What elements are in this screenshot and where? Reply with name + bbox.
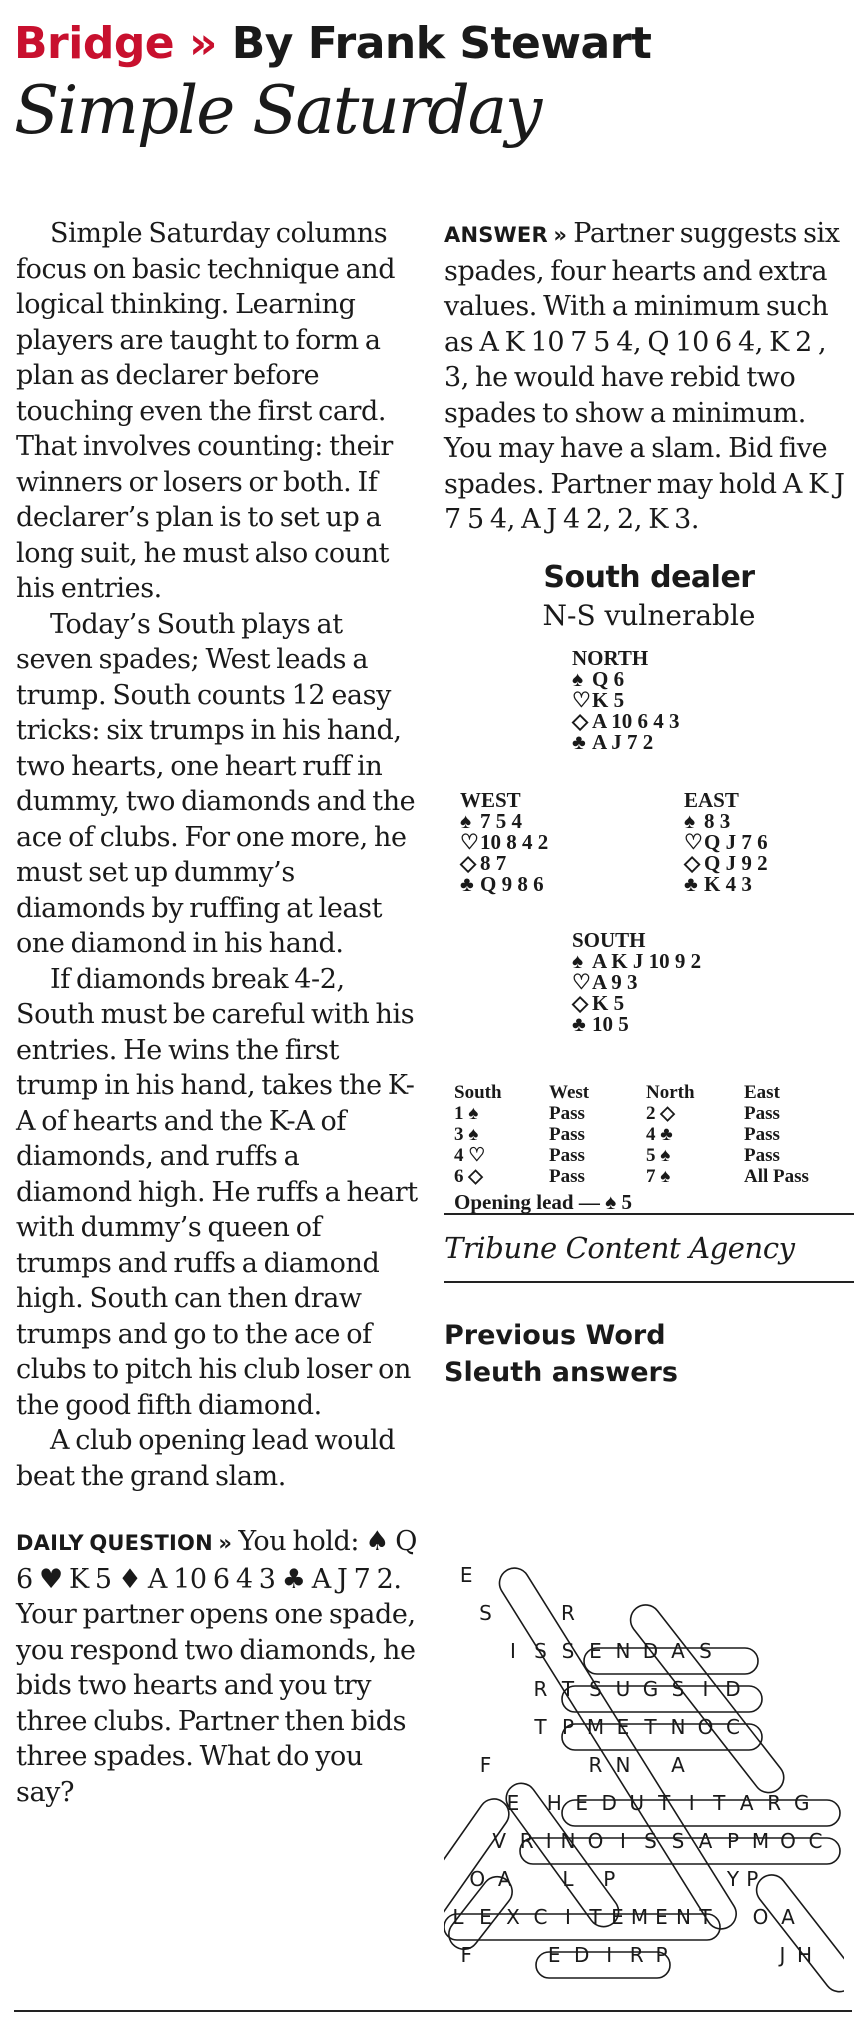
bid-header-east: East — [744, 1081, 780, 1103]
puzzle-letter: I — [565, 1905, 571, 1929]
puzzle-letter: O — [697, 1715, 714, 1739]
hand-west-name: WEST — [460, 787, 521, 812]
puzzle-letter: M — [751, 1829, 770, 1853]
word-sleuth-svg — [444, 1560, 844, 2000]
puzzle-letter: D — [574, 1943, 590, 1967]
diamond-icon: ◇ — [460, 850, 477, 875]
puzzle-letter: X — [506, 1905, 520, 1929]
puzzle-letter: I — [688, 1791, 695, 1815]
paragraph-2: Today’s South plays at seven spades; West leads a trump. South counts 12 easy tricks: six trumps in his hand, two hearts, one heart ruff in dummy, two diamonds and the ace of clubs. For one more, he must set up dummy’s diamonds by ruffing at least one diamond in his hand. — [16, 608, 416, 959]
north-clubs: A J 7 2 — [592, 729, 654, 754]
puzzle-letter: P — [603, 1867, 616, 1891]
north-hearts: K 5 — [592, 687, 625, 712]
east-clubs: K 4 3 — [704, 871, 752, 896]
kicker-separator: » — [188, 18, 217, 69]
puzzle-letter: N — [670, 1715, 686, 1739]
puzzle-letter: L — [562, 1867, 574, 1891]
opening-lead: Opening lead — ♠ 5 — [454, 1189, 633, 1214]
club-icon: ♣ — [572, 1011, 586, 1036]
hand-south — [572, 927, 702, 1036]
puzzle-letter: U — [629, 1791, 645, 1815]
puzzle-letter: T — [699, 1905, 712, 1929]
east-hearts: Q J 7 6 — [704, 829, 768, 854]
puzzle-letter: E — [655, 1905, 668, 1929]
answer-loop — [751, 1869, 844, 1998]
puzzle-letter: C — [533, 1905, 548, 1929]
east-spades: 8 3 — [704, 808, 731, 833]
club-icon: ♣ — [684, 871, 698, 896]
puzzle-letter: A — [698, 1829, 713, 1853]
puzzle-letter: E — [506, 1791, 520, 1815]
puzzle-letter: F — [479, 1753, 492, 1777]
puzzle-letter: A — [781, 1905, 795, 1929]
diamond-icon: ◇ — [684, 850, 701, 875]
puzzle-letter: E — [547, 1943, 561, 1967]
puzzle-letter: O — [780, 1829, 796, 1853]
bid-cell: 1 ♠ — [454, 1102, 479, 1124]
bid-cell: All Pass — [744, 1165, 809, 1187]
bid-header-north: North — [646, 1081, 695, 1103]
puzzle-letter: R — [519, 1829, 534, 1853]
puzzle-letter: A — [739, 1791, 754, 1815]
paragraph-3: If diamonds break 4-2, South must be careful with his entries. He wins the first trump in his hand, takes the K-A of hearts and the K-A of diamonds, and ruffs a diamond high. He ruffs a heart with dummy’s queen of trumps and ruffs a diamond high. South can then draw trumps and go to the ace of clubs to pitch his club loser on the good fifth diamond. — [16, 963, 418, 1421]
diamond-icon: ◇ — [572, 990, 589, 1015]
puzzle-letter: N — [615, 1753, 631, 1777]
puzzle-letter: R — [629, 1943, 644, 1967]
heart-icon: ♡ — [572, 687, 591, 712]
puzzle-letter: T — [534, 1715, 547, 1739]
previous-puzzle-title-line2: Sleuth answers — [444, 1356, 678, 1388]
puzzle-letter: E — [611, 1905, 624, 1929]
club-icon: ♣ — [460, 871, 474, 896]
puzzle-letter: I — [620, 1829, 626, 1853]
puzzle-letter: S — [589, 1677, 602, 1701]
bid-cell: 4 ♣ — [646, 1123, 673, 1145]
puzzle-letter: R — [533, 1677, 548, 1701]
heart-icon: ♡ — [684, 829, 703, 854]
puzzle-letter: M — [630, 1905, 649, 1929]
puzzle-letter: T — [658, 1791, 671, 1815]
puzzle-letter: N — [560, 1829, 576, 1853]
puzzle-letter: T — [644, 1715, 657, 1739]
bid-cell: 6 ◇ — [454, 1165, 483, 1187]
right-column — [444, 216, 854, 1391]
paragraph-4: A club opening lead would beat the grand slam. — [16, 1425, 396, 1492]
puzzle-letter: D — [601, 1791, 617, 1815]
bid-cell: Pass — [549, 1144, 585, 1166]
bid-cell: Pass — [549, 1165, 585, 1187]
puzzle-letter: V — [492, 1829, 507, 1853]
bid-cell: 2 ◇ — [646, 1102, 675, 1124]
left-column — [16, 216, 420, 1810]
answer-label: ANSWER » — [444, 223, 568, 247]
paragraph-1: Simple Saturday columns focus on basic technique and logical thinking. Learning players are taught to form a plan as declarer before touching even the first card. That involves counting: their winners or losers or both. If declarer’s plan is to set up a long suit, he must also count his entries. — [16, 218, 396, 604]
bid-header-south: South — [454, 1081, 502, 1103]
hand-north — [572, 645, 680, 754]
bid-cell: Pass — [549, 1102, 585, 1124]
puzzle-letter: N — [676, 1905, 691, 1929]
east-diamonds: Q J 9 2 — [704, 850, 768, 875]
puzzle-letter: H — [796, 1943, 813, 1967]
bid-cell: Pass — [744, 1102, 780, 1124]
puzzle-letter: L — [452, 1905, 464, 1929]
puzzle-letter: H — [546, 1791, 562, 1815]
bid-cell: Pass — [744, 1123, 780, 1145]
puzzle-letter: D — [725, 1677, 741, 1701]
heart-icon: ♡ — [460, 829, 479, 854]
puzzle-letter: T — [589, 1905, 602, 1929]
puzzle-letter: M — [586, 1715, 605, 1739]
deal-diagram — [444, 645, 854, 1214]
puzzle-letter: E — [589, 1639, 602, 1663]
bottom-divider — [14, 2010, 852, 2012]
puzzle-letters — [452, 1563, 822, 1967]
puzzle-letter: J — [779, 1943, 786, 1967]
bid-cell: 3 ♠ — [454, 1123, 479, 1145]
south-spades: A K J 10 9 2 — [592, 948, 702, 973]
previous-puzzle-title-line1: Previous Word — [444, 1319, 666, 1351]
club-icon: ♣ — [572, 729, 586, 754]
previous-puzzle-title — [444, 1317, 854, 1391]
spade-icon: ♠ — [460, 808, 472, 833]
puzzle-letter: U — [615, 1677, 631, 1701]
daily-question-label: DAILY QUESTION » — [16, 1531, 233, 1555]
west-clubs: Q 9 8 6 — [480, 871, 544, 896]
puzzle-letter: R — [767, 1791, 782, 1815]
puzzle-letter: S — [671, 1829, 685, 1853]
puzzle-letter: P — [726, 1829, 740, 1853]
puzzle-letter: T — [561, 1677, 575, 1701]
answer — [444, 216, 854, 538]
puzzle-letter: A — [497, 1867, 512, 1891]
dealer-title: South dealer — [543, 559, 755, 595]
puzzle-letter: Y — [726, 1867, 740, 1891]
diamond-icon: ◇ — [572, 708, 589, 733]
puzzle-letter: T — [713, 1791, 726, 1815]
bid-header-west: West — [549, 1081, 590, 1103]
puzzle-letter: F — [460, 1943, 473, 1967]
spade-icon: ♠ — [572, 666, 584, 691]
hand-west — [460, 787, 549, 896]
puzzle-letter: P — [561, 1715, 575, 1739]
puzzle-letter: C — [726, 1715, 740, 1739]
bidding-table — [454, 1082, 854, 1187]
north-spades: Q 6 — [592, 666, 625, 691]
puzzle-letter: R — [588, 1753, 603, 1777]
bid-cell: Pass — [549, 1123, 585, 1145]
puzzle-letter: O — [587, 1829, 604, 1853]
puzzle-letter: S — [644, 1829, 657, 1853]
puzzle-letter: I — [545, 1829, 552, 1853]
south-hearts: A 9 3 — [592, 969, 638, 994]
hand-north-name: NORTH — [572, 645, 649, 670]
daily-question-text: You hold: ♠ Q 6 ♥ K 5 ♦ A 10 6 4 3 ♣ A J 7 2. Your partner opens one spade, you respond two diamonds, he bids two hearts and you try three clubs. Partner then bids three spades. What do you say? — [16, 1526, 418, 1808]
credit-line: Tribune Content Agency — [444, 1230, 795, 1265]
west-diamonds: 8 7 — [480, 850, 507, 875]
puzzle-letter: I — [606, 1943, 613, 1967]
puzzle-letter: I — [510, 1639, 516, 1663]
puzzle-letter: E — [479, 1905, 492, 1929]
puzzle-letter: R — [561, 1601, 575, 1625]
column-header — [14, 18, 854, 150]
hand-east-name: EAST — [684, 787, 739, 812]
puzzle-letter: E — [616, 1715, 630, 1739]
answer-text: Partner suggests six spades, four hearts and extra values. With a minimum such as A K 10 7 5 4, Q 10 6 4, K 2 , 3, he would have rebid two spades to show a minimum. You may have a slam. Bid five spades. Partner may hold A K J 7 5 4, A J 4 2, 2, K 3. — [444, 218, 845, 535]
south-clubs: 10 5 — [592, 1011, 629, 1036]
puzzle-letter: D — [642, 1639, 659, 1663]
puzzle-letter: G — [642, 1677, 659, 1701]
puzzle-letter: S — [534, 1639, 547, 1663]
puzzle-letter: S — [561, 1639, 575, 1663]
puzzle-letter: P — [746, 1867, 759, 1891]
answer-loop — [494, 1562, 742, 1934]
answer-loops — [444, 1562, 844, 1997]
puzzle-letter: P — [655, 1943, 668, 1967]
kicker — [14, 20, 854, 68]
kicker-byline: By Frank Stewart — [231, 18, 652, 69]
dealer-block — [444, 560, 854, 632]
puzzle-letter: A — [671, 1639, 685, 1663]
spade-icon: ♠ — [684, 808, 696, 833]
bid-cell: Pass — [744, 1144, 780, 1166]
west-spades: 7 5 4 — [480, 808, 522, 833]
north-diamonds: A 10 6 4 3 — [592, 708, 680, 733]
spade-icon: ♠ — [572, 948, 584, 973]
puzzle-letter: O — [469, 1867, 486, 1891]
puzzle-letter: S — [479, 1601, 492, 1625]
west-hearts: 10 8 4 2 — [480, 829, 549, 854]
vulnerability: N-S vulnerable — [542, 598, 756, 632]
puzzle-letter: N — [615, 1639, 631, 1663]
heart-icon: ♡ — [572, 969, 591, 994]
puzzle-letter: C — [808, 1829, 823, 1853]
south-diamonds: K 5 — [592, 990, 625, 1015]
bid-cell: 5 ♠ — [646, 1144, 671, 1166]
puzzle-letter: S — [671, 1677, 685, 1701]
kicker-brand: Bridge — [14, 18, 175, 69]
puzzle-letter: E — [459, 1563, 473, 1587]
puzzle-letter: G — [794, 1791, 810, 1815]
puzzle-letter: O — [752, 1905, 769, 1929]
column-title: Simple Saturday — [14, 72, 541, 150]
puzzle-letter: E — [575, 1791, 589, 1815]
puzzle-letter: S — [699, 1639, 712, 1663]
bid-cell: 7 ♠ — [646, 1165, 671, 1187]
word-sleuth-grid — [444, 1560, 844, 2000]
daily-question — [16, 1524, 420, 1810]
puzzle-letter: A — [671, 1753, 685, 1777]
hand-east — [684, 787, 768, 896]
divider — [444, 1281, 854, 1283]
bid-cell: 4 ♡ — [454, 1144, 486, 1166]
puzzle-letter: I — [702, 1677, 709, 1701]
hand-south-name: SOUTH — [572, 927, 646, 952]
